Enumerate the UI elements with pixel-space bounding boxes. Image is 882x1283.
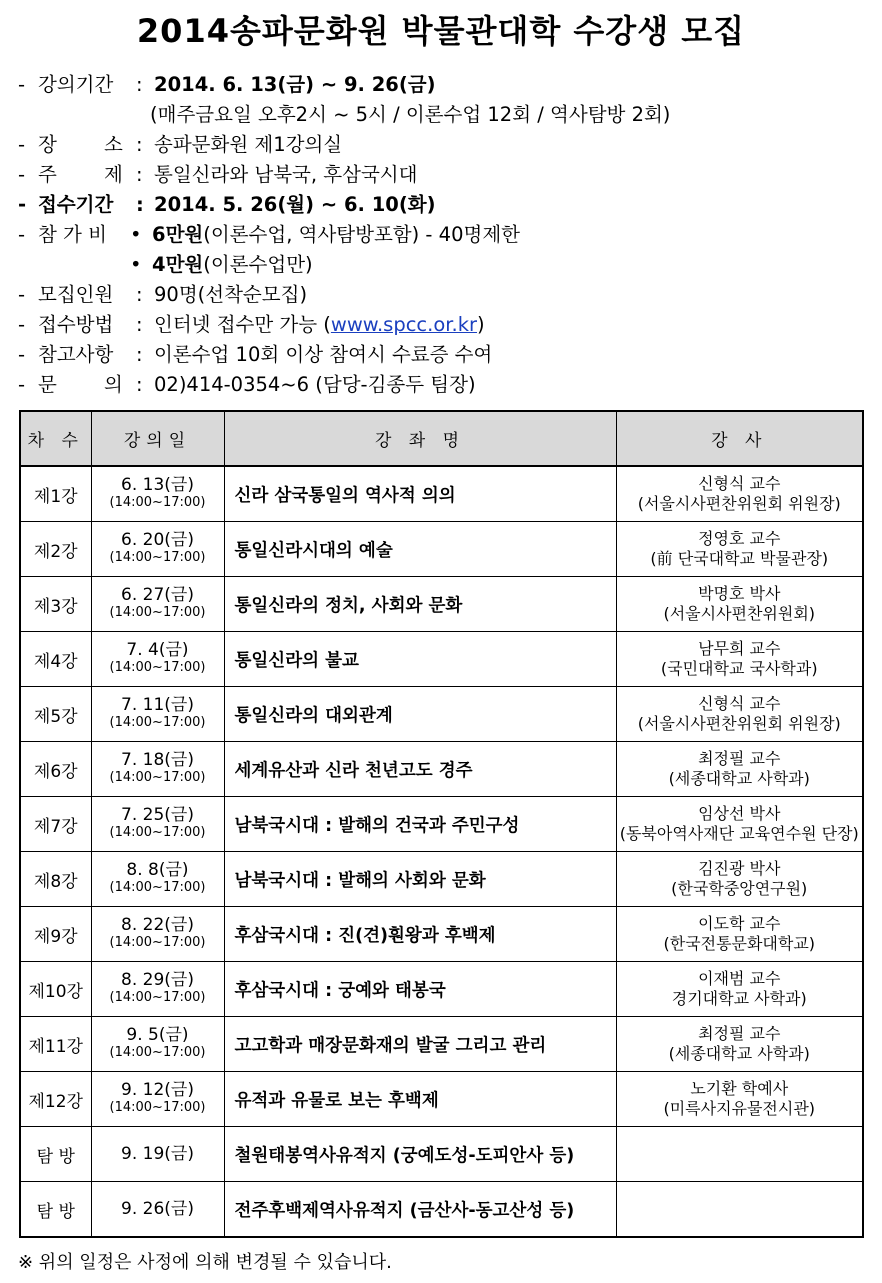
- instructor-name: 정영호 교수: [698, 529, 781, 548]
- instructor-cell: [616, 522, 863, 577]
- session-cell: 제4강: [20, 632, 91, 687]
- course-title-cell: 남북국시대 : 발해의 사회와 문화: [224, 852, 616, 907]
- note-value: 이론수업 10회 이상 참여시 수료증 수여: [154, 343, 493, 366]
- instructor-name: 임상선 박사: [698, 804, 781, 823]
- session-cell: 제3강: [20, 577, 91, 632]
- instructor-name: 이재범 교수: [698, 969, 781, 988]
- info-row-note: [18, 340, 868, 370]
- instructor-affiliation: (미륵사지유물전시관): [663, 1099, 816, 1118]
- info-row-apply-period: [18, 190, 868, 220]
- lecture-date: 9. 5(금): [126, 1025, 189, 1045]
- course-title-cell: 유적과 유물로 보는 후백제: [224, 1072, 616, 1127]
- schedule-table: [19, 410, 864, 1238]
- theme-label-b: 제: [104, 163, 123, 186]
- contact-label-a: 문: [38, 373, 57, 396]
- method-text: 인터넷 접수만 가능 (: [154, 313, 331, 336]
- place-value: 송파문화원 제1강의실: [154, 133, 343, 156]
- instructor-name: 최정필 교수: [698, 749, 781, 768]
- table-row: [20, 466, 863, 522]
- date-cell: [91, 1182, 224, 1238]
- info-row-fee: [18, 220, 868, 250]
- instructor-affiliation: (동북아역사재단 교육연수원 단장): [619, 824, 859, 843]
- date-cell: [91, 1072, 224, 1127]
- method-close: ): [477, 313, 485, 336]
- dash: -: [18, 163, 26, 186]
- dash: -: [18, 193, 27, 216]
- date-cell: [91, 907, 224, 962]
- instructor-cell: [616, 852, 863, 907]
- lecture-time: (14:00~17:00): [109, 1100, 206, 1115]
- fee-option-2-amount: 4만원: [152, 253, 204, 276]
- instructor-affiliation: (한국전통문화대학교): [663, 934, 816, 953]
- instructor-cell: [616, 1182, 863, 1238]
- lecture-date: 6. 20(금): [121, 530, 194, 550]
- colon: :: [136, 313, 143, 336]
- lecture-time: (14:00~17:00): [109, 1045, 206, 1060]
- instructor-name: 신형식 교수: [698, 474, 781, 493]
- info-row-capacity: [18, 280, 868, 310]
- dash: -: [18, 73, 26, 96]
- session-cell: 탐 방: [20, 1182, 91, 1238]
- instructor-name: 이도학 교수: [698, 914, 781, 933]
- contact-value: 02)414-0354~6 (담당-김종두 팀장): [154, 373, 476, 396]
- colon: :: [136, 343, 143, 366]
- session-cell: 제6강: [20, 742, 91, 797]
- theme-value: 통일신라와 남북국, 후삼국시대: [154, 163, 418, 186]
- colon: :: [136, 163, 143, 186]
- lecture-time: (14:00~17:00): [109, 770, 206, 785]
- period-value: 2014. 6. 13(금) ~ 9. 26(금): [154, 73, 436, 96]
- apply-period-label: 접수기간: [38, 193, 114, 216]
- dash: -: [18, 283, 26, 306]
- header-instructor: 강 사: [616, 411, 863, 466]
- table-row: [20, 797, 863, 852]
- session-cell: 탐 방: [20, 1127, 91, 1182]
- info-section: [18, 70, 868, 400]
- method-label: 접수방법: [38, 313, 114, 336]
- header-course: 강 좌 명: [224, 411, 616, 466]
- instructor-cell: [616, 962, 863, 1017]
- lecture-time: (14:00~17:00): [109, 935, 206, 950]
- course-title-cell: 통일신라의 정치, 사회와 문화: [224, 577, 616, 632]
- table-row: [20, 962, 863, 1017]
- lecture-time: (14:00~17:00): [109, 605, 206, 620]
- contact-label-b: 의: [104, 373, 123, 396]
- fee-option-2-detail: (이론수업만): [203, 253, 313, 276]
- date-cell: [91, 632, 224, 687]
- schedule-body: [20, 466, 863, 1237]
- bullet: •: [130, 253, 142, 276]
- lecture-date: 7. 18(금): [121, 750, 194, 770]
- dash: -: [18, 223, 26, 246]
- lecture-date: 7. 4(금): [126, 640, 189, 660]
- course-title-cell: 세계유산과 신라 천년고도 경주: [224, 742, 616, 797]
- method-value: [154, 310, 485, 340]
- colon: :: [136, 373, 143, 396]
- course-title-cell: 고고학과 매장문화재의 발굴 그리고 관리: [224, 1017, 616, 1072]
- dash: -: [18, 133, 26, 156]
- instructor-affiliation: (세종대학교 사학과): [668, 769, 810, 788]
- lecture-date: 6. 27(금): [121, 585, 194, 605]
- course-title-cell: 통일신라의 불교: [224, 632, 616, 687]
- instructor-name: 김진광 박사: [698, 859, 781, 878]
- capacity-value: 90명(선착순모집): [154, 283, 308, 306]
- session-cell: 제9강: [20, 907, 91, 962]
- lecture-time: (14:00~17:00): [109, 550, 206, 565]
- colon: :: [136, 283, 143, 306]
- bullet: •: [130, 223, 142, 246]
- session-cell: 제11강: [20, 1017, 91, 1072]
- info-row-contact: [18, 370, 868, 400]
- instructor-affiliation: (서울시사편찬위원회 위원장): [637, 714, 841, 733]
- lecture-time: (14:00~17:00): [109, 495, 206, 510]
- period-sub: (매주금요일 오후2시 ~ 5시 / 이론수업 12회 / 역사탐방 2회): [150, 103, 671, 126]
- instructor-affiliation: (서울시사편찬위원회): [663, 604, 816, 623]
- info-row-period-sub: [18, 100, 868, 130]
- session-cell: 제1강: [20, 466, 91, 522]
- info-row-fee-2: [18, 250, 868, 280]
- header-session: 차 수: [20, 411, 91, 466]
- lecture-date: 8. 8(금): [126, 860, 189, 880]
- course-title-cell: 신라 삼국통일의 역사적 의의: [224, 466, 616, 522]
- course-title-cell: 전주후백제역사유적지 (금산사-동고산성 등): [224, 1182, 616, 1238]
- page-title: 2014송파문화원 박물관대학 수강생 모집: [136, 12, 746, 50]
- instructor-name: 신형식 교수: [698, 694, 781, 713]
- dash: -: [18, 313, 26, 336]
- instructor-affiliation: (서울시사편찬위원회 위원장): [637, 494, 841, 513]
- info-row-theme: [18, 160, 868, 190]
- course-title-cell: 후삼국시대 : 궁예와 태봉국: [224, 962, 616, 1017]
- lecture-date: 9. 12(금): [121, 1080, 194, 1100]
- instructor-cell: [616, 1072, 863, 1127]
- lecture-date: 9. 19(금): [121, 1144, 194, 1164]
- date-cell: [91, 466, 224, 522]
- dash: -: [18, 373, 26, 396]
- instructor-name: 남무희 교수: [698, 639, 781, 658]
- course-title-cell: 남북국시대 : 발해의 건국과 주민구성: [224, 797, 616, 852]
- theme-label-a: 주: [38, 163, 57, 186]
- date-cell: [91, 687, 224, 742]
- instructor-name: 노기환 학예사: [690, 1079, 789, 1098]
- lecture-date: 9. 26(금): [121, 1199, 194, 1219]
- fee-option-1: [152, 220, 520, 250]
- website-link[interactable]: www.spcc.or.kr: [330, 313, 478, 336]
- table-row: [20, 577, 863, 632]
- lecture-time: (14:00~17:00): [109, 825, 206, 840]
- place-label-b: 소: [104, 133, 123, 156]
- session-cell: 제7강: [20, 797, 91, 852]
- instructor-cell: [616, 466, 863, 522]
- date-cell: [91, 1017, 224, 1072]
- table-row: [20, 1182, 863, 1238]
- instructor-cell: [616, 687, 863, 742]
- instructor-affiliation: (한국학중앙연구원): [671, 879, 808, 898]
- instructor-name: 최정필 교수: [698, 1024, 781, 1043]
- instructor-affiliation: (국민대학교 국사학과): [660, 659, 818, 678]
- table-row: [20, 1017, 863, 1072]
- note-label: 참고사항: [38, 343, 114, 366]
- session-cell: 제5강: [20, 687, 91, 742]
- footer-note: ※ 위의 일정은 사정에 의해 변경될 수 있습니다.: [18, 1252, 392, 1273]
- period-label: 강의기간: [38, 73, 114, 96]
- instructor-affiliation: (前 단국대학교 박물관장): [650, 549, 829, 568]
- lecture-date: 6. 13(금): [121, 475, 194, 495]
- table-row: [20, 687, 863, 742]
- table-header-row: [20, 411, 863, 466]
- lecture-time: (14:00~17:00): [109, 880, 206, 895]
- fee-option-1-amount: 6만원: [152, 223, 204, 246]
- fee-option-1-detail: (이론수업, 역사탐방포함) - 40명제한: [203, 223, 520, 246]
- session-cell: 제8강: [20, 852, 91, 907]
- course-title-cell: 철원태봉역사유적지 (궁예도성-도피안사 등): [224, 1127, 616, 1182]
- table-row: [20, 742, 863, 797]
- fee-label: 참 가 비: [38, 223, 107, 246]
- date-cell: [91, 742, 224, 797]
- lecture-date: 7. 11(금): [121, 695, 194, 715]
- table-row: [20, 522, 863, 577]
- lecture-date: 8. 29(금): [121, 970, 194, 990]
- header-date: 강의일: [91, 411, 224, 466]
- lecture-time: (14:00~17:00): [109, 660, 206, 675]
- instructor-cell: [616, 742, 863, 797]
- table-row: [20, 1127, 863, 1182]
- table-row: [20, 1072, 863, 1127]
- info-row-method: [18, 310, 868, 340]
- instructor-affiliation: 경기대학교 사학과): [671, 989, 807, 1008]
- instructor-cell: [616, 1127, 863, 1182]
- table-row: [20, 907, 863, 962]
- colon: :: [136, 133, 143, 156]
- lecture-time: (14:00~17:00): [109, 990, 206, 1005]
- date-cell: [91, 577, 224, 632]
- lecture-time: (14:00~17:00): [109, 715, 206, 730]
- session-cell: 제10강: [20, 962, 91, 1017]
- instructor-cell: [616, 577, 863, 632]
- lecture-date: 7. 25(금): [121, 805, 194, 825]
- apply-period-value: 2014. 5. 26(월) ~ 6. 10(화): [154, 193, 436, 216]
- session-cell: 제12강: [20, 1072, 91, 1127]
- instructor-affiliation: (세종대학교 사학과): [668, 1044, 810, 1063]
- instructor-cell: [616, 907, 863, 962]
- date-cell: [91, 1127, 224, 1182]
- info-row-place: [18, 130, 868, 160]
- fee-option-2: [152, 250, 313, 280]
- course-title-cell: 통일신라의 대외관계: [224, 687, 616, 742]
- session-cell: 제2강: [20, 522, 91, 577]
- dash: -: [18, 343, 26, 366]
- table-row: [20, 632, 863, 687]
- capacity-label: 모집인원: [38, 283, 114, 306]
- instructor-cell: [616, 632, 863, 687]
- table-row: [20, 852, 863, 907]
- date-cell: [91, 522, 224, 577]
- info-row-period: [18, 70, 868, 100]
- colon: :: [136, 73, 143, 96]
- instructor-cell: [616, 1017, 863, 1072]
- date-cell: [91, 962, 224, 1017]
- course-title-cell: 통일신라시대의 예술: [224, 522, 616, 577]
- lecture-date: 8. 22(금): [121, 915, 194, 935]
- colon: :: [136, 193, 144, 216]
- date-cell: [91, 852, 224, 907]
- instructor-cell: [616, 797, 863, 852]
- place-label-a: 장: [38, 133, 57, 156]
- date-cell: [91, 797, 224, 852]
- instructor-name: 박명호 박사: [698, 584, 781, 603]
- course-title-cell: 후삼국시대 : 진(견)훤왕과 후백제: [224, 907, 616, 962]
